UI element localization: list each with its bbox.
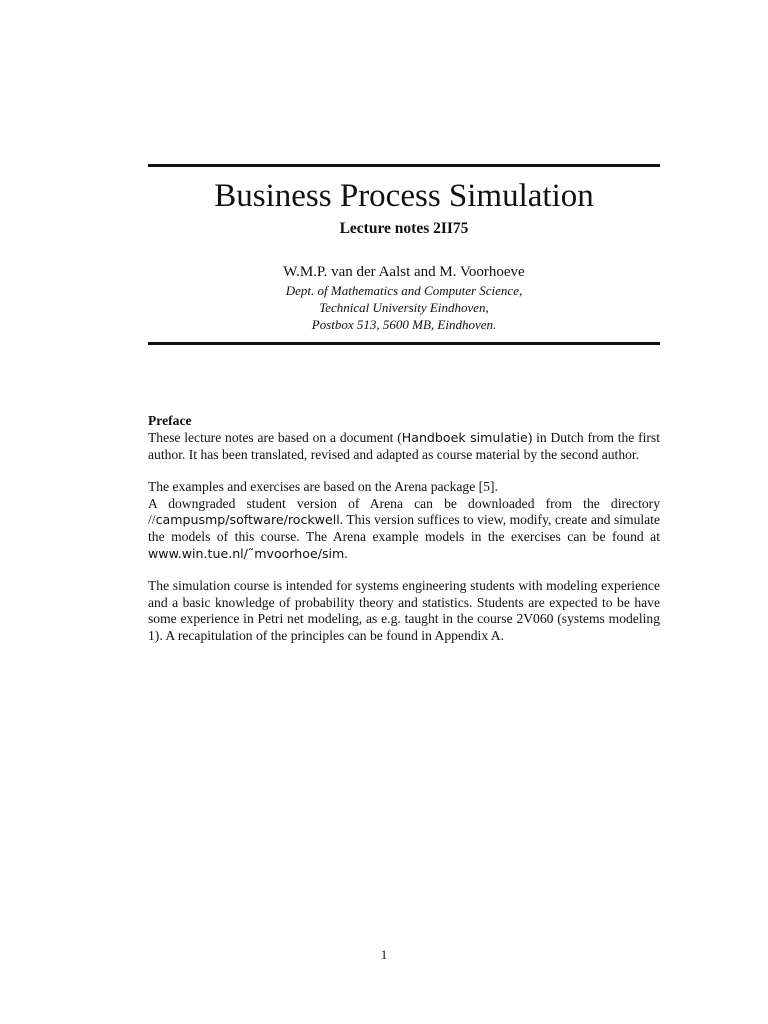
preface-section: [148, 412, 660, 645]
affiliation-line-3: Postbox 513, 5600 MB, Eindhoven.: [311, 317, 497, 332]
authors: W.M.P. van der Aalst and M. Voorhoeve: [283, 264, 525, 280]
preface-heading: Preface: [148, 413, 192, 428]
top-rule: [148, 164, 660, 167]
preface-paragraph-2: [148, 479, 660, 562]
p2-text-end: .: [344, 545, 348, 561]
document-name: Handboek simulatie: [401, 430, 528, 445]
p1-text-after: ) in Dutch from the first author. It has been translated, revised and adapted as course material by the second author.: [148, 430, 660, 462]
p2-line-1: The examples and exercises are based on the Arena package [5].: [148, 479, 498, 495]
title-block: [148, 174, 660, 333]
affiliation-line-2: Technical University Eindhoven,: [319, 300, 489, 315]
preface-paragraph-3: The simulation course is intended for systems engineering students with modeling experience and a basic knowledge of probability theory and statistics. Students are expected to be have some experience in Petri net modeling, as e.g. taught in the course 2V060 (systems modeling 1). A recapitulation of the principles can be found in Appendix A.: [148, 578, 660, 643]
page-number: 1: [380, 947, 388, 962]
bottom-rule: [148, 342, 660, 345]
p1-text-before: These lecture notes are based on a document (: [148, 430, 402, 445]
affiliation-line-1: Dept. of Mathematics and Computer Science,: [285, 283, 523, 298]
document-subtitle: Lecture notes 2II75: [339, 220, 469, 237]
p2-text-after: . This version suffices to view, modify, create and simulate the models of this course. The Arena example models in the exercises can be found at: [148, 512, 660, 544]
p2-text-before: A downgraded student version of Arena can be downloaded from the directory //: [148, 495, 660, 528]
document-title: Business Process Simulation: [214, 178, 594, 214]
preface-paragraph-1: [148, 430, 660, 463]
directory-path: campusmp/software/rockwell: [155, 512, 340, 528]
models-url: www.win.tue.nl/˜mvoorhoe/sim: [148, 545, 345, 561]
